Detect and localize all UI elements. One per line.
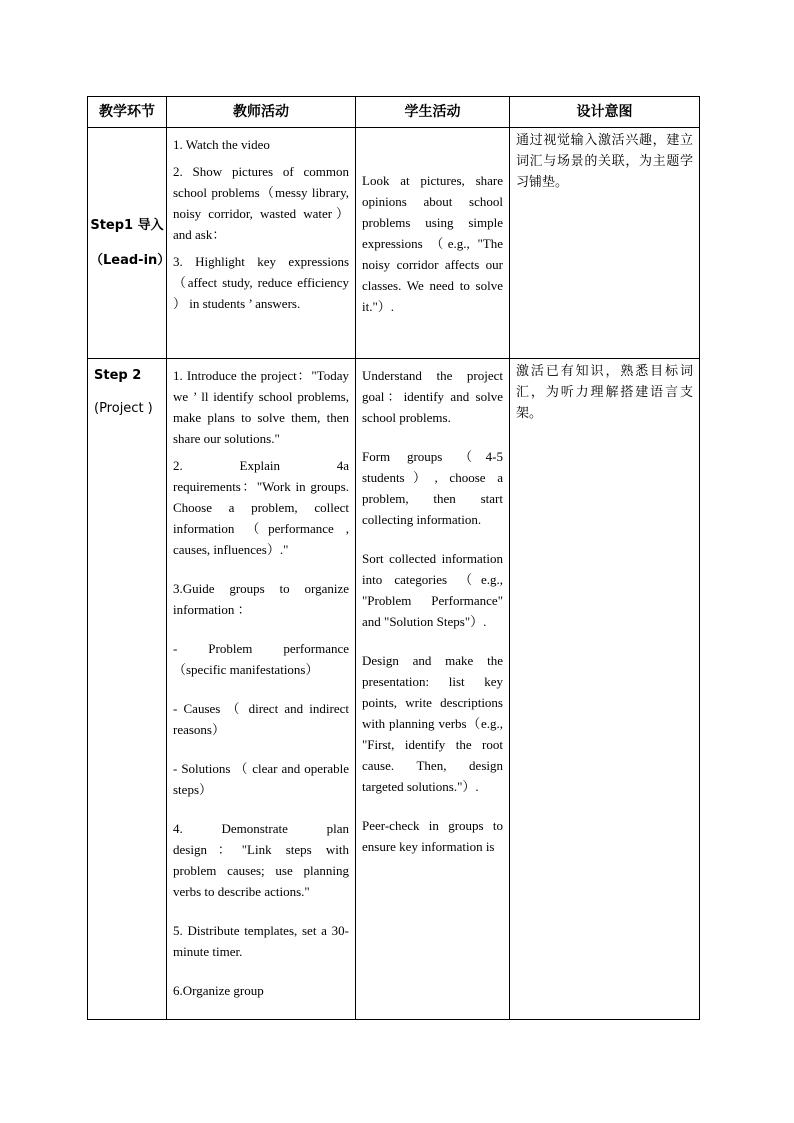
step2-student-item: Form groups （4-5 students）, choose a problem, then start collecting information. [362,449,503,527]
step1-student-cell [356,128,510,359]
step1-student-text: Look at pictures, share opinions about school problems using simple expressions （e.g., "The noisy corridor affects our classes. We need to solve it."）. [362,172,503,314]
step2-label-line1: Step 2 [94,368,142,383]
step2-intent-text: 激活已有知识，熟悉目标词汇，为听力理解搭建语言支架。 [516,364,693,421]
step2-teacher-item: - Problem performance （specific manifestations） [173,641,349,677]
table-row-step1 [88,128,700,359]
step1-teacher-item: 3. Highlight key expressions （affect study, reduce efficiency ） in students ’ answers. [173,254,349,311]
step2-label-cell [88,359,167,1020]
step1-teacher-cell [167,128,356,359]
lesson-plan-table [87,96,700,1020]
step1-teacher-item: 1. Watch the video [173,137,270,152]
step2-student-item: Sort collected information into categories （e.g., "Problem Performance" and "Solution Steps"）. [362,551,503,629]
header-design-intent: 设计意图 [510,97,700,128]
step2-teacher-item: 6.Organize group [173,983,264,998]
step2-teacher-item: 2. Explain 4a requirements："Work in groups. Choose a problem, collect information （performance , causes, influences）." [173,458,349,557]
header-stage: 教学环节 [88,97,167,128]
step2-teacher-item: 4. Demonstrate plan design："Link steps with problem causes; use planning verbs to describe actions." [173,821,349,899]
step2-label-line2: (Project ) [94,401,153,416]
header-row [88,97,700,128]
step1-teacher-item: 2. Show pictures of common school problems（messy library, noisy corridor, wasted water）and ask： [173,164,349,242]
step2-student-item: Understand the project goal：identify and solve school problems. [362,368,503,425]
table-row-step2 [88,359,700,1020]
step1-label-cell [88,128,171,359]
step2-student-item: Peer-check in groups to ensure key information is [362,818,503,854]
step2-student-item: Design and make the presentation: list key points, write descriptions with planning verbs（e.g., "First, identify the root cause. Then, design targeted solutions."）. [362,653,503,794]
step2-teacher-item: 5. Distribute templates, set a 30-minute timer. [173,923,349,959]
step2-teacher-item: - Solutions （ clear and operable steps） [173,761,349,797]
header-teacher-activity: 教师活动 [167,97,356,128]
step2-teacher-item: - Causes （ direct and indirect reasons） [173,701,349,737]
step2-student-cell [356,359,510,1020]
header-student-activity: 学生活动 [356,97,510,128]
step1-intent-cell [510,128,700,359]
step1-label-line2: （Lead-in） [90,253,171,268]
step2-teacher-item: 3.Guide groups to organize information ： [173,581,349,617]
step1-intent-text: 通过视觉输入激活兴趣，建立词汇与场景的关联，为主题学习铺垫。 [516,133,693,190]
step2-intent-cell [510,359,700,1020]
step2-teacher-cell [167,359,356,1020]
step1-label-line1: Step1 导入 [90,218,164,233]
step2-teacher-item: 1. Introduce the project："Today we ’ ll identify school problems, make plans to solve them, then share our solutions." [173,368,349,446]
